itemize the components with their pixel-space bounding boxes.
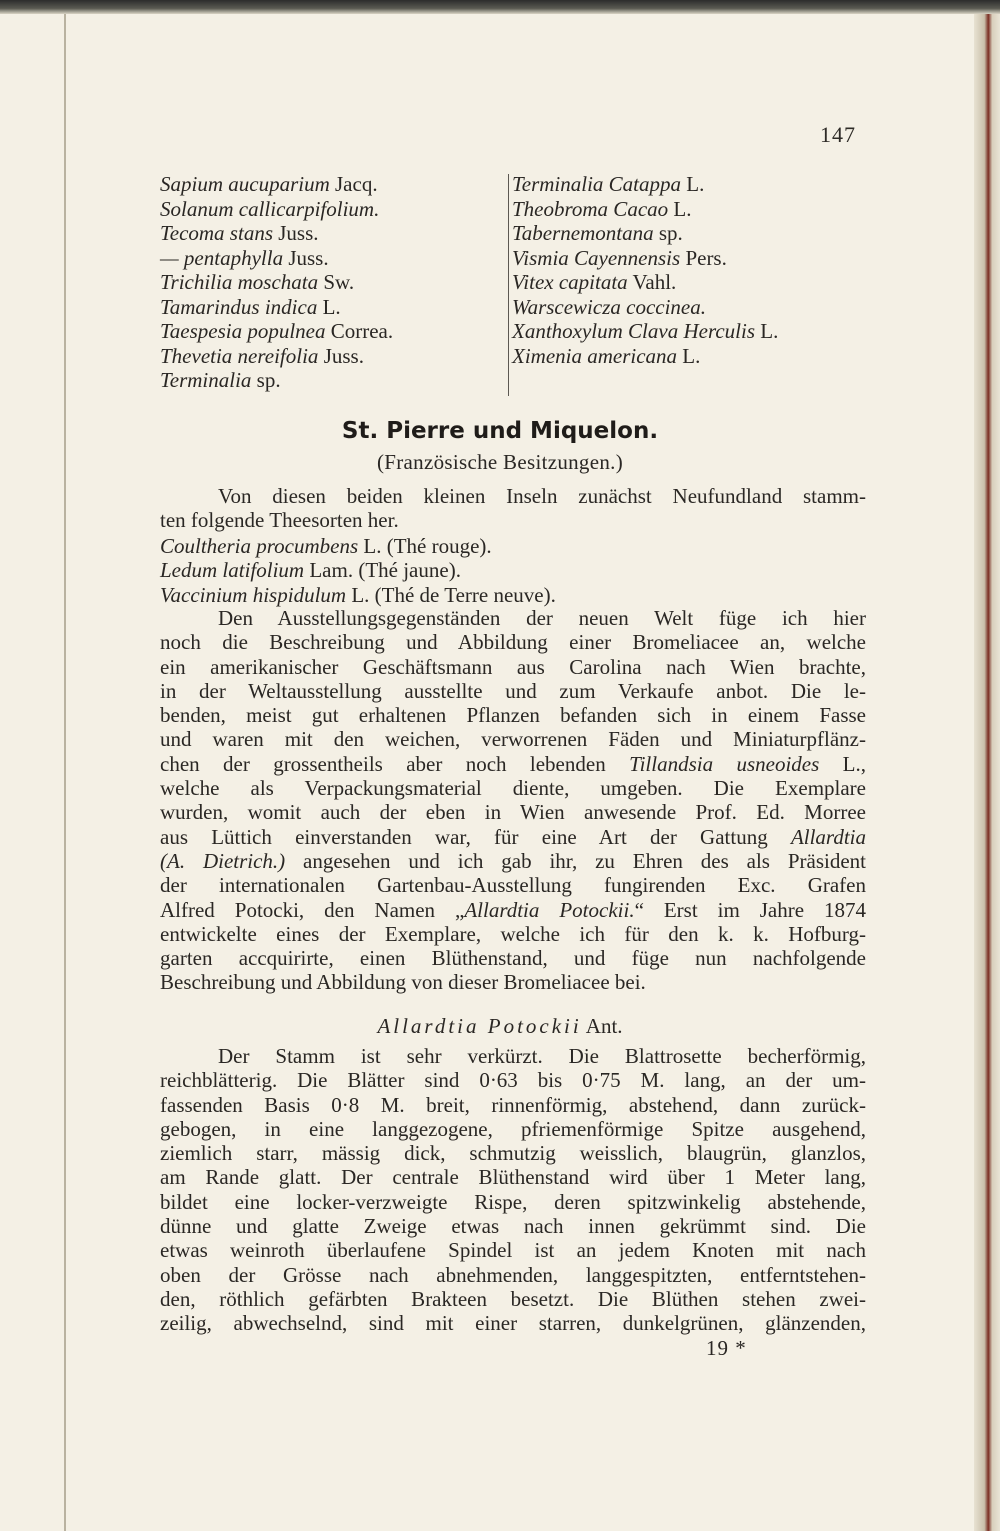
- species-entry: Taespesia populnea Correa.: [160, 319, 394, 343]
- species-entry: Trichilia moschata Sw.: [160, 270, 355, 294]
- plant-heading: Allardtia Potockii Ant.: [377, 1014, 623, 1038]
- species-entry: Xanthoxylum Clava Herculis L.: [512, 319, 779, 343]
- text-line: Von diesen beiden kleinen Inseln zunächst Neufundland stamm-: [218, 484, 866, 508]
- bromeliad-paragraph: [160, 606, 866, 995]
- text-line: den, röthlich gefärbten Brakteen besetzt. Die Blüthen stehen zwei-: [160, 1286, 866, 1311]
- column-divider: [508, 174, 509, 396]
- intro-paragraph: [160, 484, 866, 533]
- page-number: 147: [820, 122, 856, 147]
- text-line: Den Ausstellungsgegenständen der neuen Welt füge ich hier: [218, 606, 866, 630]
- species-entry: Thevetia nereifolia Juss.: [160, 343, 364, 368]
- text-line: gebogen, in eine langgezogene, pfriemenförmige Spitze ausgehend,: [160, 1116, 866, 1141]
- text-line: benden, meist gut erhaltenen Pflanzen befanden sich in einem Fasse: [160, 703, 866, 728]
- species-entry: Ximenia americana L.: [512, 343, 701, 368]
- text-line: ten folgende Theesorten her.: [160, 508, 399, 533]
- book-spine-edge: [974, 14, 1000, 1531]
- tea-entry: Ledum latifolium Lam. (Thé jaune).: [160, 558, 461, 583]
- text-line: oben der Grösse nach abnehmenden, langgespitzten, entferntstehen-: [160, 1262, 866, 1287]
- text-line: dünne und glatte Zweige etwas nach innen gekrümmt sind. Die: [160, 1214, 866, 1239]
- tea-entry: Coultheria procumbens L. (Thé rouge).: [160, 534, 492, 558]
- description-paragraph: [160, 1044, 866, 1336]
- text-line: zeilig, abwechselnd, sind mit einer starren, dunkelgrünen, glänzenden,: [160, 1311, 866, 1336]
- text-line: reichblätterig. Die Blätter sind 0·63 bis 0·75 M. lang, an der um-: [160, 1068, 866, 1093]
- text-line: wurden, womit auch der eben in Wien anwesende Prof. Ed. Morree: [160, 800, 866, 825]
- page-margin-rule: [64, 14, 66, 1531]
- text-line: der internationalen Gartenbau-Ausstellung fungirenden Exc. Grafen: [160, 873, 866, 898]
- species-entry: Tecoma stans Juss.: [160, 221, 319, 245]
- text-line: noch die Beschreibung und Abbildung einer Bromeliacee an, welche: [160, 630, 866, 655]
- species-entry: Vismia Cayennensis Pers.: [512, 245, 727, 270]
- species-entry: Warscewicza coccinea.: [512, 294, 707, 319]
- species-list-right: [512, 172, 852, 368]
- species-entry: Theobroma Cacao L.: [512, 196, 692, 221]
- species-entry: — pentaphylla Juss.: [160, 245, 329, 270]
- species-entry: Terminalia sp.: [160, 368, 281, 392]
- species-list-left: [160, 172, 500, 393]
- species-entry: Terminalia Catappa L.: [512, 172, 705, 196]
- text-line: fassenden Basis 0·8 M. breit, rinnenförmig, abstehend, dann zurück-: [160, 1092, 866, 1117]
- text-line: in der Weltausstellung ausstellte und zum Verkaufe anbot. Die le-: [160, 678, 866, 703]
- section-heading: St. Pierre und Miquelon.: [341, 418, 659, 444]
- text-line: ein amerikanischer Geschäftsmann aus Carolina nach Wien brachte,: [160, 654, 866, 679]
- species-entry: Tabernemontana sp.: [512, 221, 683, 245]
- text-line: etwas weinroth überlaufene Spindel ist an jedem Knoten mit nach: [160, 1238, 866, 1263]
- text-line: Alfred Potocki, den Namen „Allardtia Potockii.“ Erst im Jahre 1874: [160, 897, 866, 922]
- text-line: welche als Verpackungsmaterial diente, umgeben. Die Exemplare: [160, 776, 866, 801]
- text-line: Der Stamm ist sehr verkürzt. Die Blattrosette becherförmig,: [218, 1044, 866, 1068]
- text-line: und waren mit den weichen, verworrenen Fäden und Miniaturpflänz-: [160, 727, 866, 752]
- section-subheading: (Französische Besitzungen.): [376, 450, 624, 474]
- text-line: Beschreibung und Abbildung von dieser Bromeliacee bei.: [160, 970, 646, 995]
- text-line: entwickelte eines der Exemplare, welche ich für den k. k. Hofburg-: [160, 921, 866, 946]
- text-line: garten accquirirte, einen Blüthenstand, und füge nun nachfolgende: [160, 946, 866, 971]
- species-entry: Vitex capitata Vahl.: [512, 270, 677, 294]
- signature-mark: 19 *: [706, 1336, 747, 1360]
- species-entry: Tamarindus indica L.: [160, 294, 341, 319]
- species-entry: Sapium aucuparium Jacq.: [160, 172, 378, 196]
- text-line: bildet eine locker-verzweigte Rispe, deren spitzwinkelig abstehende,: [160, 1189, 866, 1214]
- text-line: chen der grossentheils aber noch lebenden Tillandsia usneoides L.,: [160, 751, 866, 776]
- tea-entry: Vaccinium hispidulum L. (Thé de Terre neuve).: [160, 582, 556, 607]
- species-entry: Solanum callicarpifolium.: [160, 196, 380, 221]
- text-line: aus Lüttich einverstanden war, für eine Art der Gattung Allardtia: [160, 824, 866, 849]
- text-line: ziemlich starr, mässig dick, schmutzig weisslich, blaugrün, glanzlos,: [160, 1141, 866, 1166]
- text-line: am Rande glatt. Der centrale Blüthenstand wird über 1 Meter lang,: [160, 1165, 866, 1190]
- scan-top-edge: [0, 0, 1000, 14]
- text-line: (A. Dietrich.) angesehen und ich gab ihr, zu Ehren des als Präsident: [160, 848, 867, 873]
- tea-list: [160, 534, 866, 607]
